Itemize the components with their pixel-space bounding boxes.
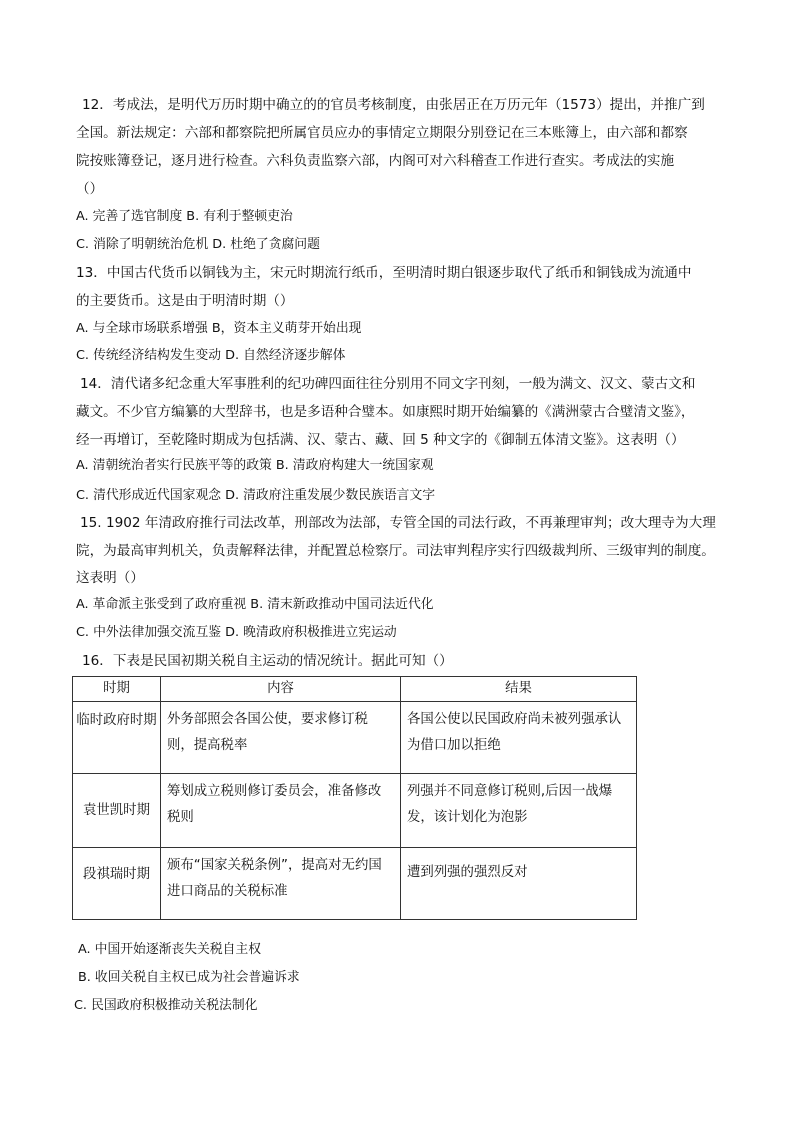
- table-cell-content: 筹划成立税则修订委员会，准备修改税则: [161, 774, 401, 848]
- table-cell-period: 临时政府时期: [73, 702, 161, 774]
- table-cell-result: 遭到列强的强烈反对: [401, 848, 637, 920]
- q16-option-b: B. 收回关税自主权已成为社会普遍诉求: [78, 970, 300, 985]
- q16-option-a: A. 中国开始逐渐丧失关税自主权: [78, 942, 262, 957]
- q15-line-1: 15. 1902 年清政府推行司法改革，刑部改为法部，专管全国的司法行政，不再兼理审判；改大理寺为大理: [80, 515, 716, 531]
- table-row: [73, 774, 637, 848]
- table-header-row: [73, 677, 637, 702]
- table-row: [73, 848, 637, 920]
- q12-line-4: （）: [76, 181, 104, 197]
- table-cell-period: 段祺瑞时期: [73, 848, 161, 920]
- table-cell-result: 各国公使以民国政府尚未被列强承认为借口加以拒绝: [401, 702, 637, 774]
- q14-line-3: 经一再增订，至乾隆时期成为包括满、汉、蒙古、藏、回 5 种文字的《御制五体清文鉴》。这表明（）: [76, 432, 685, 448]
- q16-option-c: C. 民国政府积极推动关税法制化: [74, 998, 258, 1013]
- q13-options-cd: C. 传统经济结构发生变动 D. 自然经济逐步解体: [76, 348, 346, 363]
- q12-line-1: 12．考成法，是明代万历时期中确立的的官员考核制度，由张居正在万历元年（1573）提出，并推广到: [82, 97, 705, 113]
- table-header-period: 时期: [73, 677, 161, 702]
- q14-line-1: 14．清代诸多纪念重大军事胜利的纪功碑四面往往分别用不同文字刊刻，一般为满文、汉文、蒙古文和: [80, 376, 696, 392]
- table-header-result: 结果: [401, 677, 637, 702]
- table-cell-period: 袁世凯时期: [73, 774, 161, 848]
- table-cell-content: 外务部照会各国公使，要求修订税则，提高税率: [161, 702, 401, 774]
- q12-options-ab: A. 完善了选官制度 B. 有利于整顿吏治: [76, 209, 293, 224]
- q15-options-cd: C. 中外法律加强交流互鉴 D. 晚清政府积极推进立宪运动: [76, 625, 397, 640]
- q13-options-ab: A. 与全球市场联系增强 B，资本主义萌芽开始出现: [76, 321, 362, 336]
- q16-stem: 16．下表是民国初期关税自主运动的情况统计。据此可知（）: [82, 653, 453, 669]
- table-cell-result: 列强并不同意修订税则,后因一战爆发，该计划化为泡影: [401, 774, 637, 848]
- q15-line-2: 院，为最高审判机关，负责解释法律，并配置总检察厅。司法审判程序实行四级裁判所、三级审判的制度。: [76, 543, 715, 559]
- q12-options-cd: C. 消除了明朝统治危机 D. 杜绝了贪腐问题: [76, 237, 320, 252]
- q14-options-cd: C. 清代形成近代国家观念 D. 清政府注重发展少数民族语言文字: [76, 488, 436, 503]
- q13-line-1: 13．中国古代货币以铜钱为主，宋元时期流行纸币，至明清时期白银逐步取代了纸币和铜钱成为流通中: [76, 265, 692, 281]
- q15-line-3: 这表明（）: [76, 570, 144, 586]
- q12-line-2: 全国。新法规定：六部和都察院把所属官员应办的事情定立期限分别登记在三本账簿上，由六部和都察: [76, 125, 688, 141]
- q12-line-3: 院按账簿登记，逐月进行检查。六科负责监察六部，内阁可对六科稽查工作进行查实。考成法的实施: [76, 153, 675, 169]
- q16-table: [72, 676, 637, 920]
- q15-options-ab: A. 革命派主张受到了政府重视 B. 清末新政推动中国司法近代化: [76, 597, 434, 612]
- table-header-content: 内容: [161, 677, 401, 702]
- table-cell-content: 颁布“国家关税条例”，提高对无约国进口商品的关税标准: [161, 848, 401, 920]
- table-row: [73, 702, 637, 774]
- q13-line-2: 的主要货币。这是由于明清时期（）: [76, 293, 294, 309]
- q14-options-ab: A. 清朝统治者实行民族平等的政策 B. 清政府构建大一统国家观: [76, 458, 434, 473]
- q14-line-2: 藏文。不少官方编纂的大型辞书，也是多语种合璧本。如康熙时期开始编纂的《满洲蒙古合璧清文鉴》，: [76, 404, 695, 420]
